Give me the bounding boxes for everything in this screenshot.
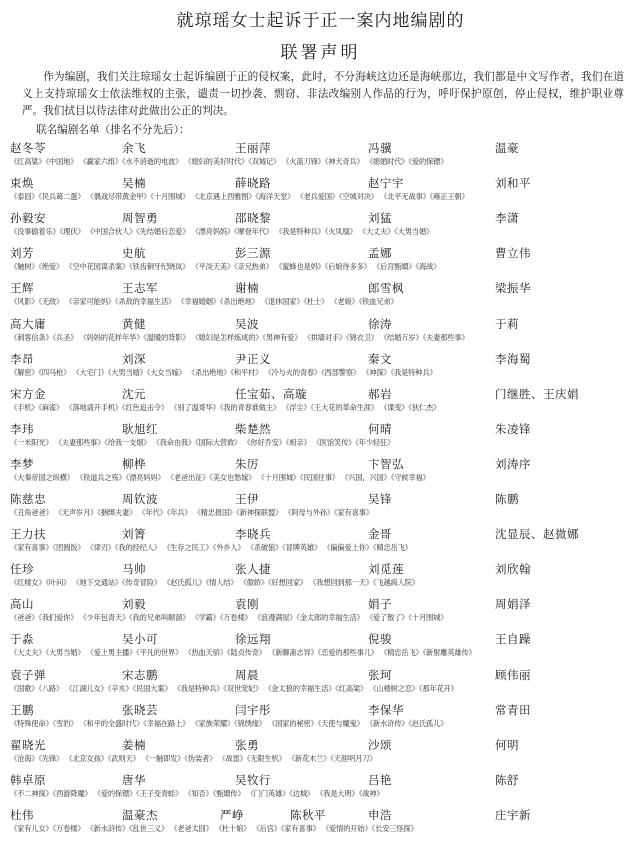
signer-name: 陈舒 xyxy=(495,772,519,787)
signer-works: 《大秦帝国之纵横》 《铁道兵之殇》《漂亮妈妈》 《老爸出征》《美女也愁嫁》 《十月围城》《民国往事》 《兴国，兴国》《守候幸福》 xyxy=(10,472,430,482)
signer-name: 金哥 xyxy=(368,527,392,542)
signer-row xyxy=(10,140,640,171)
signer-name: 薛晓路 xyxy=(235,176,271,191)
signer-name: 任宝茹、高璇 xyxy=(235,386,307,401)
signer-name: 刘觅莲 xyxy=(368,562,404,577)
signer-name: 柳桦 xyxy=(122,456,146,471)
signer-name: 梁振华 xyxy=(495,281,531,296)
signer-works: 《特殊使命》《雪豹》 《和平的全盛时代》《幸福在路上》 《家族荣耀》《锦绣缘》 《国家的秘密》《天使与魔鬼》 《新水浒传》《赵氏孤儿》 xyxy=(10,718,448,728)
signer-name: 申浩 xyxy=(368,807,392,822)
signer-name: 庄宇新 xyxy=(495,807,531,822)
signer-name: 刘芳 xyxy=(10,246,34,261)
signer-name: 李昂 xyxy=(10,351,34,366)
signer-works: 《爸爸》《我们爱你》 《少年包青天》《我的兄弟叫顺溜》 《学霸》《万卷楼》 《浪漫满屋》《金太郎的幸福生活》 《爱了散了》《十月围城》 xyxy=(10,613,448,623)
signer-name: 吴牧行 xyxy=(235,772,271,787)
signer-name: 周钦波 xyxy=(122,492,158,506)
signer-name: 李晓兵 xyxy=(235,527,271,542)
signer-row xyxy=(10,456,640,487)
signer-name: 尹正义 xyxy=(235,351,271,366)
signer-works: 《手机》《麻雀》 《落地请开手机》《红色追击令》 《别了温哥华》《我的青春谁做主》 《浮尘》《王大花的革命生涯》 《谍变》《狄仁杰》 xyxy=(10,402,441,412)
signer-name: 陈慈忠 xyxy=(10,492,46,506)
signer-works: 《家有喜事》《团圆饭》 《律刃》《我的经纪人》 《生存之民工》《外乡人》 《杀破狼》《冒牌英雄》 《偏偏爱上你》《精忠岳飞》 xyxy=(10,543,412,553)
signer-name: 李梦 xyxy=(10,456,34,471)
signer-name: 杜伟 xyxy=(10,807,34,822)
signer-name: 李潇 xyxy=(495,211,519,226)
signer-name: 赵冬苓 xyxy=(10,141,46,155)
signer-name: 赵宁宇 xyxy=(368,176,404,191)
signer-name: 刘深 xyxy=(122,351,146,366)
signer-name: 柴楚然 xyxy=(235,421,271,436)
signer-name: 宋志鹏 xyxy=(122,667,158,682)
signer-name: 张晓芸 xyxy=(122,702,158,717)
signer-row xyxy=(10,596,640,627)
signer-name: 朱厉 xyxy=(235,456,259,471)
signer-name: 秦文 xyxy=(368,351,392,366)
signer-row xyxy=(10,245,640,276)
signer-name: 沙颂 xyxy=(368,737,392,752)
signer-works: 《触树》《绝爱》 《空中花园谋杀案》《铁齿铜牙纪晓岚》 《平淡天美》《亲兄热弟》 《蜜蜂也是妈》《后娘待多多》 《后宫甄嬛》《海战》 xyxy=(10,262,441,272)
signer-works: 《风影》《无敌》 《亲家可能妈》《杀敌的幸福生活》 《幸福婚姻》《杀出绝地》 《退休国家》《杜士》 《老娘》《铁血兄弟》 xyxy=(10,297,398,307)
signer-row xyxy=(10,386,640,417)
signer-name: 唐华 xyxy=(122,772,146,787)
signer-name: 徐涛 xyxy=(368,316,392,331)
signer-name: 朱凌锋 xyxy=(495,421,531,436)
signer-name: 卞智弘 xyxy=(368,456,404,471)
signer-works: 《国歌》《八路》 《江湖儿女》《辛亥》《民国大案》 《我是特种兵》《双世宠妃》 《金太狼的幸福生活》《红高粱》 《山楂树之恋》《那年花开》 xyxy=(10,683,458,693)
signer-name: 吴波 xyxy=(235,316,259,331)
signer-row xyxy=(10,807,640,838)
signer-row xyxy=(10,737,640,768)
signer-name: 吴锋 xyxy=(368,492,392,506)
signer-name: 高大庸 xyxy=(10,316,46,331)
signer-name: 袁刚 xyxy=(235,597,259,612)
signer-name: 娟子 xyxy=(368,597,392,612)
signer-works: 《解密》《四马枪》 《大宅门》《大男当婚》《大女当嫁》 《杀出绝地》《和平村》 《冷与火的青春》《西部警察》 《神探》《我是特种兵》 xyxy=(10,367,437,377)
signer-name: 陈鹏 xyxy=(495,492,519,506)
signer-name: 门继胜、王庆娟 xyxy=(495,386,579,401)
signer-name: 李保华 xyxy=(368,702,404,717)
signer-row xyxy=(10,210,640,241)
intro-paragraph: 作为编剧，我们关注琼瑶女士起诉编剧于正的侵权案，此时，不分海峡这边还是海峡那边，我们都是中文写作者，我们在道义上支持琼瑶女士依法维权的主张，谴责一切抄袭、剽窃、非法改编别人作品的行为，呼吁保护原创，停止侵权，维护职业尊严。我们拭目以待法律对此做出公正的判决。 xyxy=(22,71,624,117)
signer-name: 孙毅安 xyxy=(10,211,46,226)
signer-name: 郎雪枫 xyxy=(368,281,404,296)
title-line-2: 联署声明 xyxy=(280,43,361,63)
signer-name: 温豪 xyxy=(495,141,519,155)
signer-name: 冯骥 xyxy=(368,141,392,155)
signer-name: 王鹏 xyxy=(10,702,34,717)
signer-name: 刘涛序 xyxy=(495,456,531,471)
signers-label: 联名编剧名单（排名不分先后）： xyxy=(36,124,190,136)
signer-name: 倪骏 xyxy=(368,632,392,647)
signer-name: 王力扶 xyxy=(10,527,46,542)
signer-name: 顾伟丽 xyxy=(495,667,531,682)
signer-name: 彭三源 xyxy=(235,246,271,261)
signer-row xyxy=(10,175,640,206)
signer-name: 于莉 xyxy=(495,316,519,331)
signer-name: 常青田 xyxy=(495,702,531,717)
signer-name: 谢楠 xyxy=(235,281,259,296)
signer-works: 《丑角爸爸》 《无声岁月》《捆绑夫妻》 《年代》《年兵》 《精忠报国》《新神探联盟》 《阿母与外孙》《家有喜事》 xyxy=(10,508,373,517)
signer-works: 《红高粱》《中国地》 《赢家六组》《水不消逝的电波》 《媳妇的美好时代》《双城记》 《火蓝刀锋》《神犬奇兵》 《媳婚时代》《爱的保镖》 xyxy=(10,157,448,166)
signer-works: 《沧海》《先锋》 《北京女孩》《武则天》 《一触即发》《伪装者》 《战雷》《无限生机》 《新花木兰》《天涯明月刀》 xyxy=(10,753,377,763)
signer-name: 高山 xyxy=(10,597,34,612)
signer-name: 束焕 xyxy=(10,176,34,191)
signer-name: 陈秋平 xyxy=(290,807,326,822)
signer-row xyxy=(10,772,640,803)
signer-row xyxy=(10,631,640,662)
signer-name: 黄健 xyxy=(122,316,146,331)
signer-name: 马帅 xyxy=(122,562,146,577)
signer-name: 沈显辰、赵微娜 xyxy=(495,527,579,542)
signer-name: 徐远翔 xyxy=(235,632,271,647)
signer-name: 韩卓原 xyxy=(10,772,46,787)
signer-name: 严峥 xyxy=(220,807,244,822)
signer-name: 张勇 xyxy=(235,737,259,752)
signer-name: 何明 xyxy=(495,737,519,752)
signer-name: 刘猛 xyxy=(368,211,392,226)
signer-name: 郝岩 xyxy=(368,386,392,401)
signer-name: 王伊 xyxy=(235,492,259,506)
signer-name: 张珂 xyxy=(368,667,392,682)
signer-name: 宋方金 xyxy=(10,386,46,401)
signer-name: 于淼 xyxy=(10,632,34,647)
signer-row xyxy=(10,351,640,382)
signer-name: 史航 xyxy=(122,246,146,261)
signer-name: 耿旭红 xyxy=(122,421,158,436)
signer-works: 《刺客信条》《兵圣》 《妈妈的花样年华》《温暖的背影》 《媳妇是怎样炼成的》《男神有爱》 《拱墙对手》《锦衣卫》 《结婚万岁》《夫妻那些事》 xyxy=(10,332,469,342)
signer-name: 刘欣翰 xyxy=(495,562,531,577)
signer-works: 《没事偷着乐》《理伏》 《中国合伙人》《先结婚后恋爱》 《漂亮妈妈》《摩登年代》 《我是特种兵》《火凤凰》 《大丈夫》《大男当婚》 xyxy=(10,227,434,237)
signer-row xyxy=(10,280,640,311)
signer-name: 任珍 xyxy=(10,562,34,577)
signer-row xyxy=(10,526,640,557)
signer-name: 姜楠 xyxy=(122,737,146,752)
signer-name: 曹立伟 xyxy=(495,246,531,261)
signer-name: 周智勇 xyxy=(122,211,158,226)
signer-row xyxy=(10,491,640,522)
signer-name: 孟娜 xyxy=(368,246,392,261)
signer-name: 吕艳 xyxy=(368,772,392,787)
title-line-1: 就琼瑶女士起诉于正一案内地编剧的 xyxy=(176,11,465,31)
signer-name: 温豪杰 xyxy=(122,807,158,822)
signer-works: 《泰囧》《民兵葛二蛋》 《偶戏尽带黄金甲》《十月围城》 《北京遇上西雅图》《海洋天堂》 《老兵爱国》《空城对决》 《北平无战事》《雍正王朝》 xyxy=(10,192,469,202)
signer-name: 翟晓光 xyxy=(10,737,46,752)
signer-name: 余飞 xyxy=(122,141,146,155)
signer-works: 《家有儿女》《万卷楼》 《新水浒传》《乱世三义》 《老爸太囧》 《杜十娘》 《后宫》《家有喜事》 《爱情的开始》《长安三怪探》 xyxy=(10,823,418,833)
signer-name: 闫宇彤 xyxy=(235,702,271,717)
signer-row xyxy=(10,667,640,698)
signer-name: 吴楠 xyxy=(122,176,146,191)
signer-name: 王自躁 xyxy=(495,632,531,647)
signer-name: 周娟泽 xyxy=(495,597,531,612)
signer-works: 《红楼女》《叶问》 《地下交通站》《传奇冒险》 《赵氏孤儿》《情人结》 《傲娇》《好想回家》 《我想回到那一天》《飞越疯人院》 xyxy=(10,578,419,588)
signer-name: 李海蜀 xyxy=(495,351,531,366)
signer-name: 刘箐 xyxy=(122,527,146,542)
signer-row xyxy=(10,702,640,733)
signer-row xyxy=(10,316,640,347)
signer-name: 刘和平 xyxy=(495,176,531,191)
signer-name: 王丽萍 xyxy=(235,141,271,155)
signer-name: 张人捷 xyxy=(235,562,271,577)
signer-name: 何晴 xyxy=(368,421,392,436)
signer-works: 《不二神探》《西游降魔》 《爱的保镖》《王子变青蛙》 《知否》《甄嬛传》 《门门英雄》《边城》 《我是大明》《战神》 xyxy=(10,788,384,798)
signer-name: 沈元 xyxy=(122,386,146,401)
signer-name: 李玮 xyxy=(10,421,34,436)
signer-name: 刘毅 xyxy=(122,597,146,612)
signer-works: 《一米阳光》 《夫妻那些事》《给我一支烟》 《我命由我》《国际大营救》 《你好乔安》《相亲》 《医馆笑传》《年少轻狂》 xyxy=(10,437,395,447)
signer-works: 《大丈夫》《大男当婚》 《爱上男主播》《平凡的世界》 《热血天骄》《陆贞传奇》 《新聊斋志异》《恋爱的那些事儿》 《精忠岳飞》《新射雕英雄传》 xyxy=(10,648,476,658)
signer-name: 吴小可 xyxy=(122,632,158,647)
signer-row xyxy=(10,561,640,592)
signer-name: 周晨 xyxy=(235,667,259,682)
signer-name: 邵晓黎 xyxy=(235,211,271,226)
signer-name: 王辉 xyxy=(10,281,34,296)
signer-row xyxy=(10,421,640,452)
signer-name: 袁子弹 xyxy=(10,667,46,682)
signer-name: 王志军 xyxy=(122,281,158,296)
